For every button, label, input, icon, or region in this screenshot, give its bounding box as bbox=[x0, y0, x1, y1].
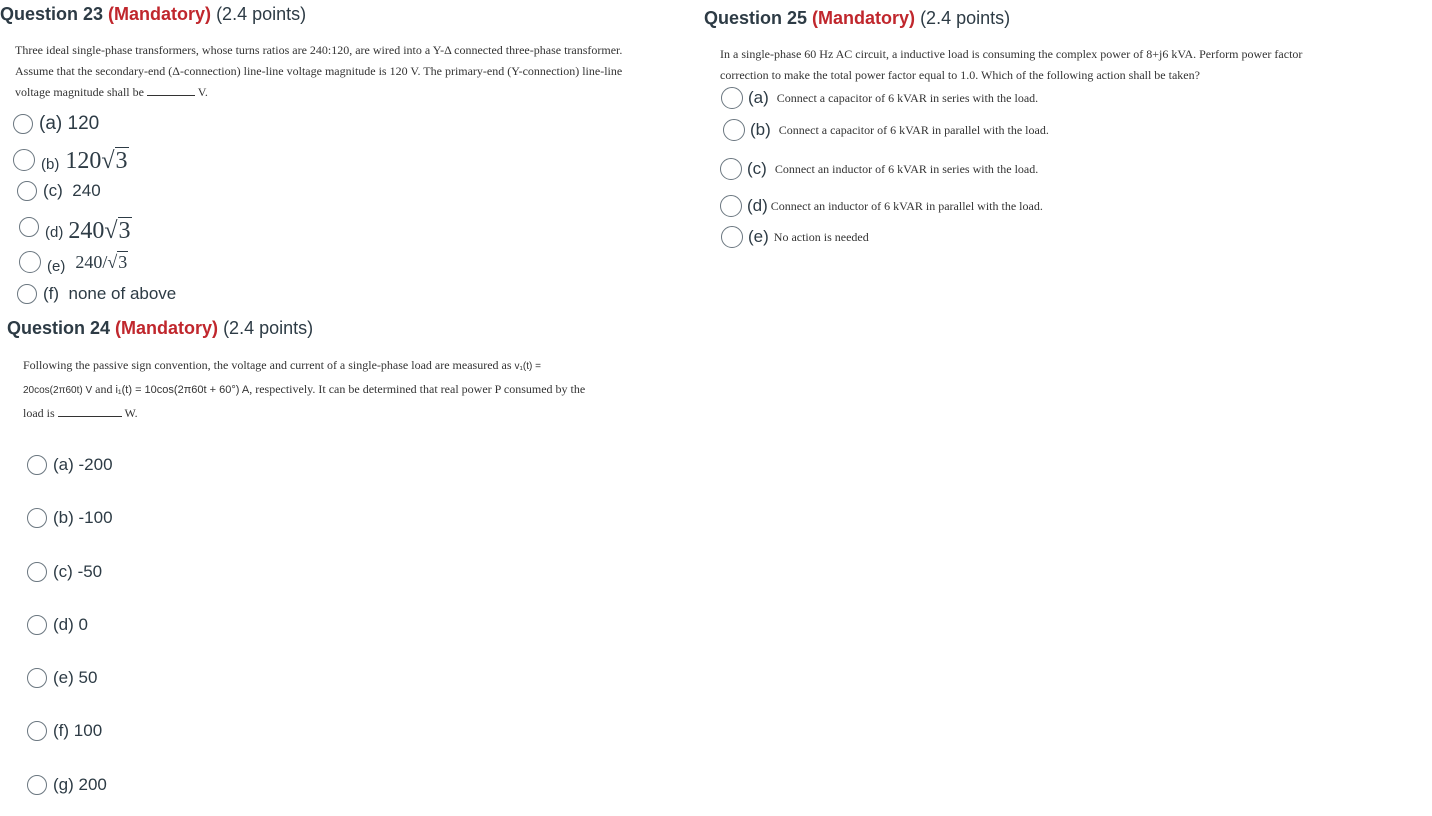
prompt-line: Assume that the secondary-end (Δ-connection) line-line voltage magnitude is 120 V. The primary-end (Y-connection) line-line bbox=[15, 64, 623, 78]
radio-button[interactable] bbox=[720, 158, 742, 180]
prompt-line: In a single-phase 60 Hz AC circuit, a inductive load is consuming the complex power of 8+j6 kVA. Perform power factor bbox=[720, 47, 1303, 61]
mandatory-label: (Mandatory) bbox=[812, 8, 916, 28]
mandatory-label: (Mandatory) bbox=[108, 4, 212, 24]
q25-option-d[interactable] bbox=[720, 195, 1043, 217]
radio-button[interactable] bbox=[27, 615, 47, 635]
q23-option-a[interactable] bbox=[13, 113, 99, 135]
question-23-prompt bbox=[15, 40, 705, 103]
q23-option-e[interactable] bbox=[19, 248, 128, 275]
option-label: (g) 200 bbox=[53, 775, 107, 794]
option-label: (f) 100 bbox=[53, 721, 103, 740]
radio-button[interactable] bbox=[27, 562, 47, 582]
radio-button[interactable] bbox=[721, 226, 743, 248]
option-label: (e) bbox=[748, 227, 769, 246]
question-number: Question 25 bbox=[704, 8, 808, 28]
prompt-line: voltage magnitude shall be V. bbox=[15, 85, 208, 99]
prompt-line: correction to make the total power factor equal to 1.0. Which of the following action shall be taken? bbox=[720, 68, 1200, 82]
option-label: (a) -200 bbox=[53, 455, 113, 474]
option-label: (c) 240 bbox=[43, 181, 101, 200]
question-25-title bbox=[704, 7, 1010, 29]
q25-option-b[interactable] bbox=[723, 119, 1049, 141]
option-math: 240/√3 bbox=[75, 252, 128, 272]
option-label: (c) bbox=[747, 159, 767, 178]
radio-button[interactable] bbox=[27, 775, 47, 795]
q24-option-d[interactable] bbox=[27, 615, 88, 635]
question-25-prompt bbox=[720, 44, 1420, 86]
q23-option-d[interactable] bbox=[19, 208, 132, 245]
option-label: (b) bbox=[41, 156, 60, 173]
prompt-line: Following the passive sign convention, the voltage and current of a single-phase load are measured as v₁(t) = bbox=[23, 358, 541, 372]
points-label: (2.4 points) bbox=[223, 318, 314, 338]
q24-option-c[interactable] bbox=[27, 562, 102, 582]
radio-button[interactable] bbox=[19, 217, 39, 237]
radio-button[interactable] bbox=[720, 195, 742, 217]
radio-button[interactable] bbox=[27, 721, 47, 741]
option-label: (b) bbox=[750, 120, 771, 139]
radio-button[interactable] bbox=[17, 284, 37, 304]
radio-button[interactable] bbox=[27, 508, 47, 528]
option-label: (a) bbox=[748, 88, 769, 107]
option-label: (d) bbox=[45, 224, 64, 241]
radio-button[interactable] bbox=[27, 668, 47, 688]
radio-button[interactable] bbox=[13, 114, 33, 134]
question-number: Question 23 bbox=[0, 4, 104, 24]
question-24-title bbox=[7, 317, 313, 339]
question-24-prompt bbox=[23, 354, 703, 425]
points-label: (2.4 points) bbox=[920, 8, 1011, 28]
q23-option-f[interactable] bbox=[17, 284, 176, 304]
q23-option-c[interactable] bbox=[17, 181, 101, 201]
prompt-line: Three ideal single-phase transformers, whose turns ratios are 240:120, are wired into a Y-Δ connected three-phase transformer. bbox=[15, 43, 623, 57]
option-label: (b) -100 bbox=[53, 508, 113, 527]
option-label: (e) bbox=[47, 258, 66, 275]
radio-button[interactable] bbox=[19, 251, 41, 273]
radio-button[interactable] bbox=[721, 87, 743, 109]
answer-blank bbox=[58, 404, 122, 417]
q25-option-c[interactable] bbox=[720, 158, 1038, 180]
option-label: (f) none of above bbox=[43, 284, 177, 303]
points-label: (2.4 points) bbox=[216, 4, 307, 24]
q24-option-b[interactable] bbox=[27, 508, 113, 528]
option-label: (d) bbox=[747, 196, 768, 215]
option-label: (a) 120 bbox=[39, 113, 100, 134]
option-text: Connect a capacitor of 6 kVAR in series with the load. bbox=[776, 90, 1039, 105]
q24-option-a[interactable] bbox=[27, 455, 113, 475]
prompt-line: 20cos(2π60t) V and i₁(t) = 10cos(2π60t + 60°) A, respectively. It can be determined that real power P consumed by the bbox=[23, 382, 586, 396]
option-text: Connect an inductor of 6 kVAR in series with the load. bbox=[774, 161, 1039, 176]
mandatory-label: (Mandatory) bbox=[115, 318, 219, 338]
q25-option-a[interactable] bbox=[721, 87, 1038, 109]
option-text: Connect a capacitor of 6 kVAR in parallel with the load. bbox=[778, 122, 1049, 137]
q25-option-e[interactable] bbox=[721, 226, 869, 248]
radio-button[interactable] bbox=[723, 119, 745, 141]
q24-option-e[interactable] bbox=[27, 668, 97, 688]
prompt-line: load is W. bbox=[23, 406, 138, 420]
radio-button[interactable] bbox=[27, 455, 47, 475]
option-label: (c) -50 bbox=[53, 562, 103, 581]
answer-blank bbox=[147, 83, 195, 96]
option-label: (e) 50 bbox=[53, 668, 98, 687]
q23-option-b[interactable] bbox=[13, 144, 129, 175]
question-23-title bbox=[0, 3, 306, 25]
q24-option-f[interactable] bbox=[27, 721, 102, 741]
radio-button[interactable] bbox=[17, 181, 37, 201]
question-number: Question 24 bbox=[7, 318, 111, 338]
option-text: No action is needed bbox=[773, 229, 869, 244]
q24-option-g[interactable] bbox=[27, 775, 107, 795]
option-text: Connect an inductor of 6 kVAR in parallel with the load. bbox=[770, 198, 1043, 213]
option-label: (d) 0 bbox=[53, 615, 88, 634]
option-math: 240√3 bbox=[68, 218, 131, 244]
option-math: 120√3 bbox=[65, 148, 128, 174]
radio-button[interactable] bbox=[13, 149, 35, 171]
